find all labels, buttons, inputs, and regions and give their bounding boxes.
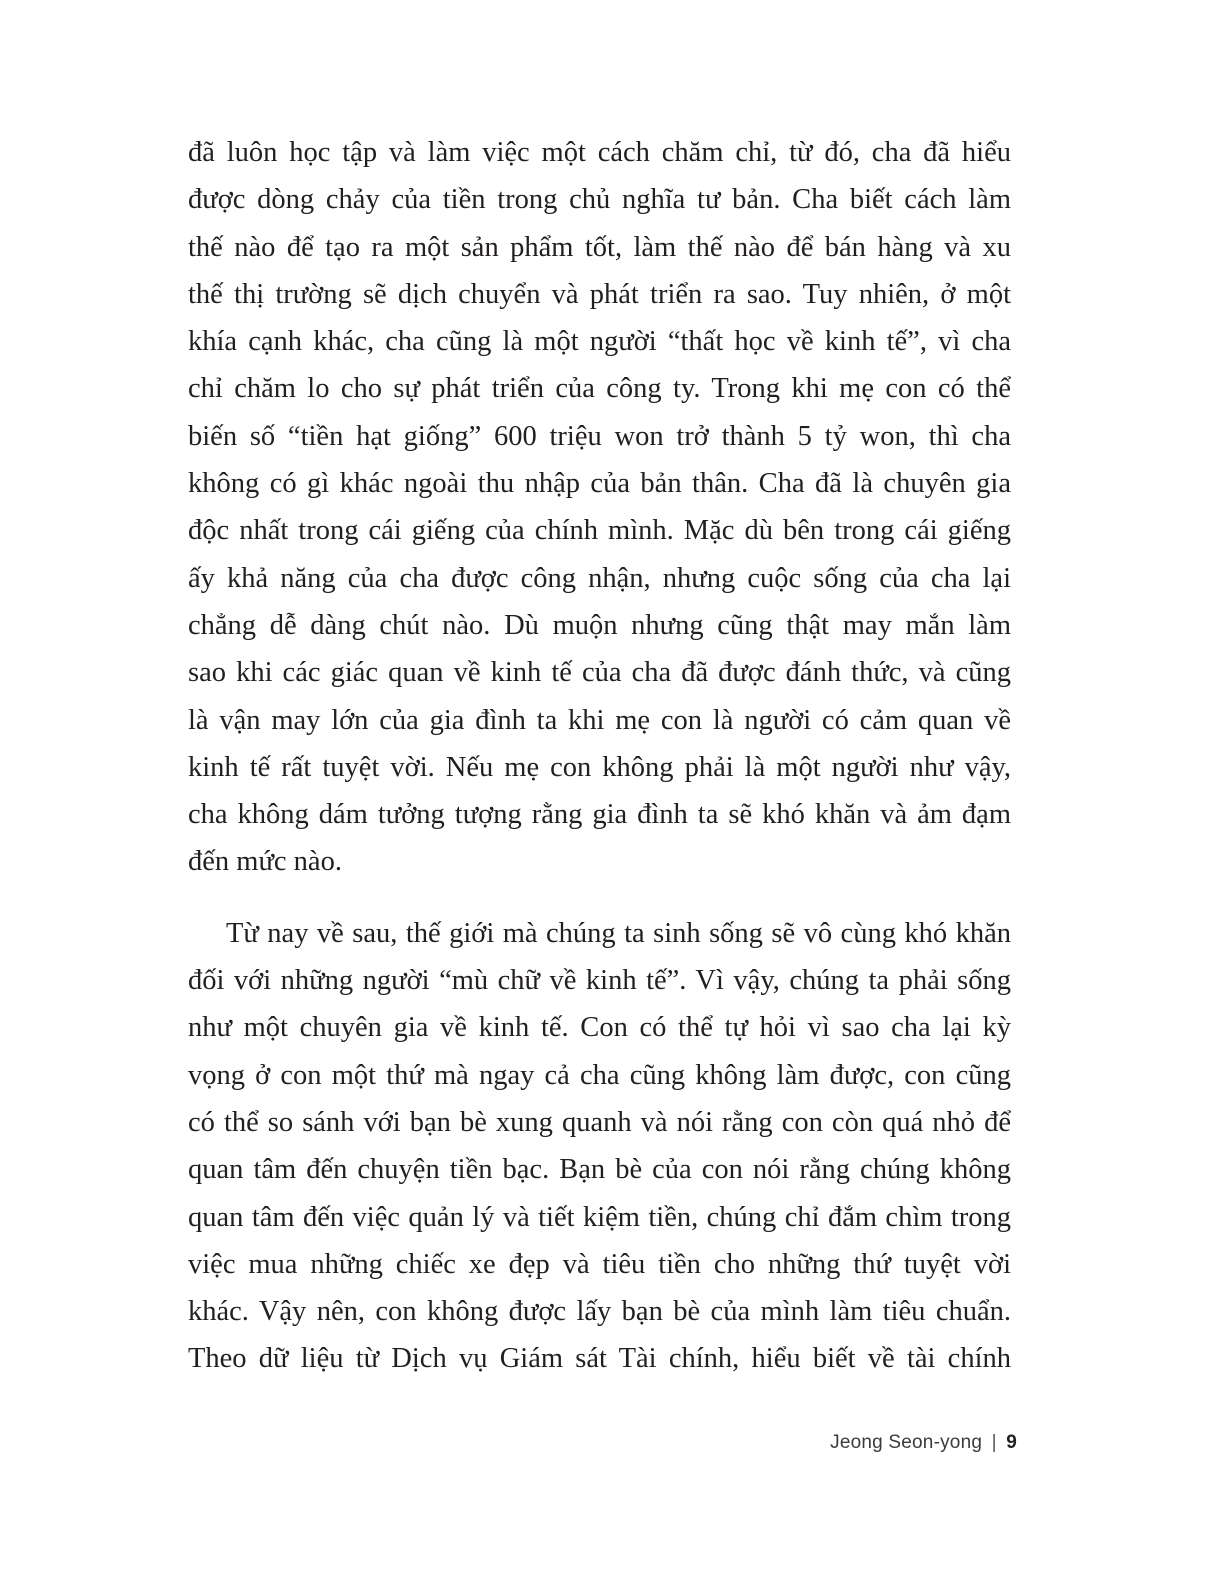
text-line: ấy khả năng của cha được công nhận, nhưng cuộc sống của cha lại xyxy=(188,562,1011,594)
text-line: Theo dữ liệu từ Dịch vụ Giám sát Tài chính, hiểu biết về tài chính xyxy=(188,1343,1011,1375)
text-line: Từ nay về sau, thế giới mà chúng ta sinh sống sẽ vô cùng khó khăn xyxy=(226,917,1011,949)
text-line: thế nào để tạo ra một sản phẩm tốt, làm thế nào để bán hàng và xu xyxy=(188,231,1011,263)
text-line: không có gì khác ngoài thu nhập của bản thân. Cha đã là chuyên gia xyxy=(188,468,1011,500)
text-line: biến số “tiền hạt giống” 600 triệu won trở thành 5 tỷ won, thì cha xyxy=(188,420,1011,452)
text-line: thế thị trường sẽ dịch chuyển và phát triển ra sao. Tuy nhiên, ở một xyxy=(188,278,1011,310)
text-line: đến mức nào. xyxy=(188,846,342,878)
text-line: quan tâm đến việc quản lý và tiết kiệm tiền, chúng chỉ đắm chìm trong xyxy=(188,1201,1011,1233)
text-line: như một chuyên gia về kinh tế. Con có thể tự hỏi vì sao cha lại kỳ xyxy=(188,1012,1011,1044)
text-line: quan tâm đến chuyện tiền bạc. Bạn bè của con nói rằng chúng không xyxy=(188,1154,1011,1186)
body-text xyxy=(188,129,1011,1383)
paragraph-2 xyxy=(188,910,1011,1383)
text-line: kinh tế rất tuyệt vời. Nếu mẹ con không phải là một người như vậy, xyxy=(188,751,1011,783)
text-line: độc nhất trong cái giếng của chính mình. Mặc dù bên trong cái giếng xyxy=(188,515,1011,547)
text-line: cha không dám tưởng tượng rằng gia đình ta sẽ khó khăn và ảm đạm xyxy=(188,799,1011,831)
text-line: đã luôn học tập và làm việc một cách chăm chỉ, từ đó, cha đã hiểu xyxy=(188,137,1011,168)
text-line: sao khi các giác quan về kinh tế của cha đã được đánh thức, và cũng xyxy=(188,657,1011,689)
text-line: chẳng dễ dàng chút nào. Dù muộn nhưng cũng thật may mắn làm xyxy=(188,609,1011,641)
text-line: là vận may lớn của gia đình ta khi mẹ con là người có cảm quan về xyxy=(188,704,1011,736)
text-line: chỉ chăm lo cho sự phát triển của công ty. Trong khi mẹ con có thể xyxy=(188,373,1011,405)
paragraph-1 xyxy=(188,129,1011,886)
page-number: 9 xyxy=(1006,1432,1017,1453)
footer-separator: | xyxy=(991,1432,997,1453)
footer-author: Jeong Seon-yong xyxy=(830,1432,983,1453)
text-line: được dòng chảy của tiền trong chủ nghĩa tư bản. Cha biết cách làm xyxy=(188,184,1011,216)
text-line: vọng ở con một thứ mà ngay cả cha cũng không làm được, con cũng xyxy=(188,1059,1011,1091)
text-line: có thể so sánh với bạn bè xung quanh và nói rằng con còn quá nhỏ để xyxy=(188,1106,1011,1138)
text-line: việc mua những chiếc xe đẹp và tiêu tiền cho những thứ tuyệt vời xyxy=(188,1248,1011,1280)
page-footer xyxy=(830,1432,1017,1454)
text-line: đối với những người “mù chữ về kinh tế”. Vì vậy, chúng ta phải sống xyxy=(188,965,1011,997)
text-line: khía cạnh khác, cha cũng là một người “thất học về kinh tế”, vì cha xyxy=(188,326,1011,358)
text-line: khác. Vậy nên, con không được lấy bạn bè của mình làm tiêu chuẩn. xyxy=(188,1296,1011,1328)
